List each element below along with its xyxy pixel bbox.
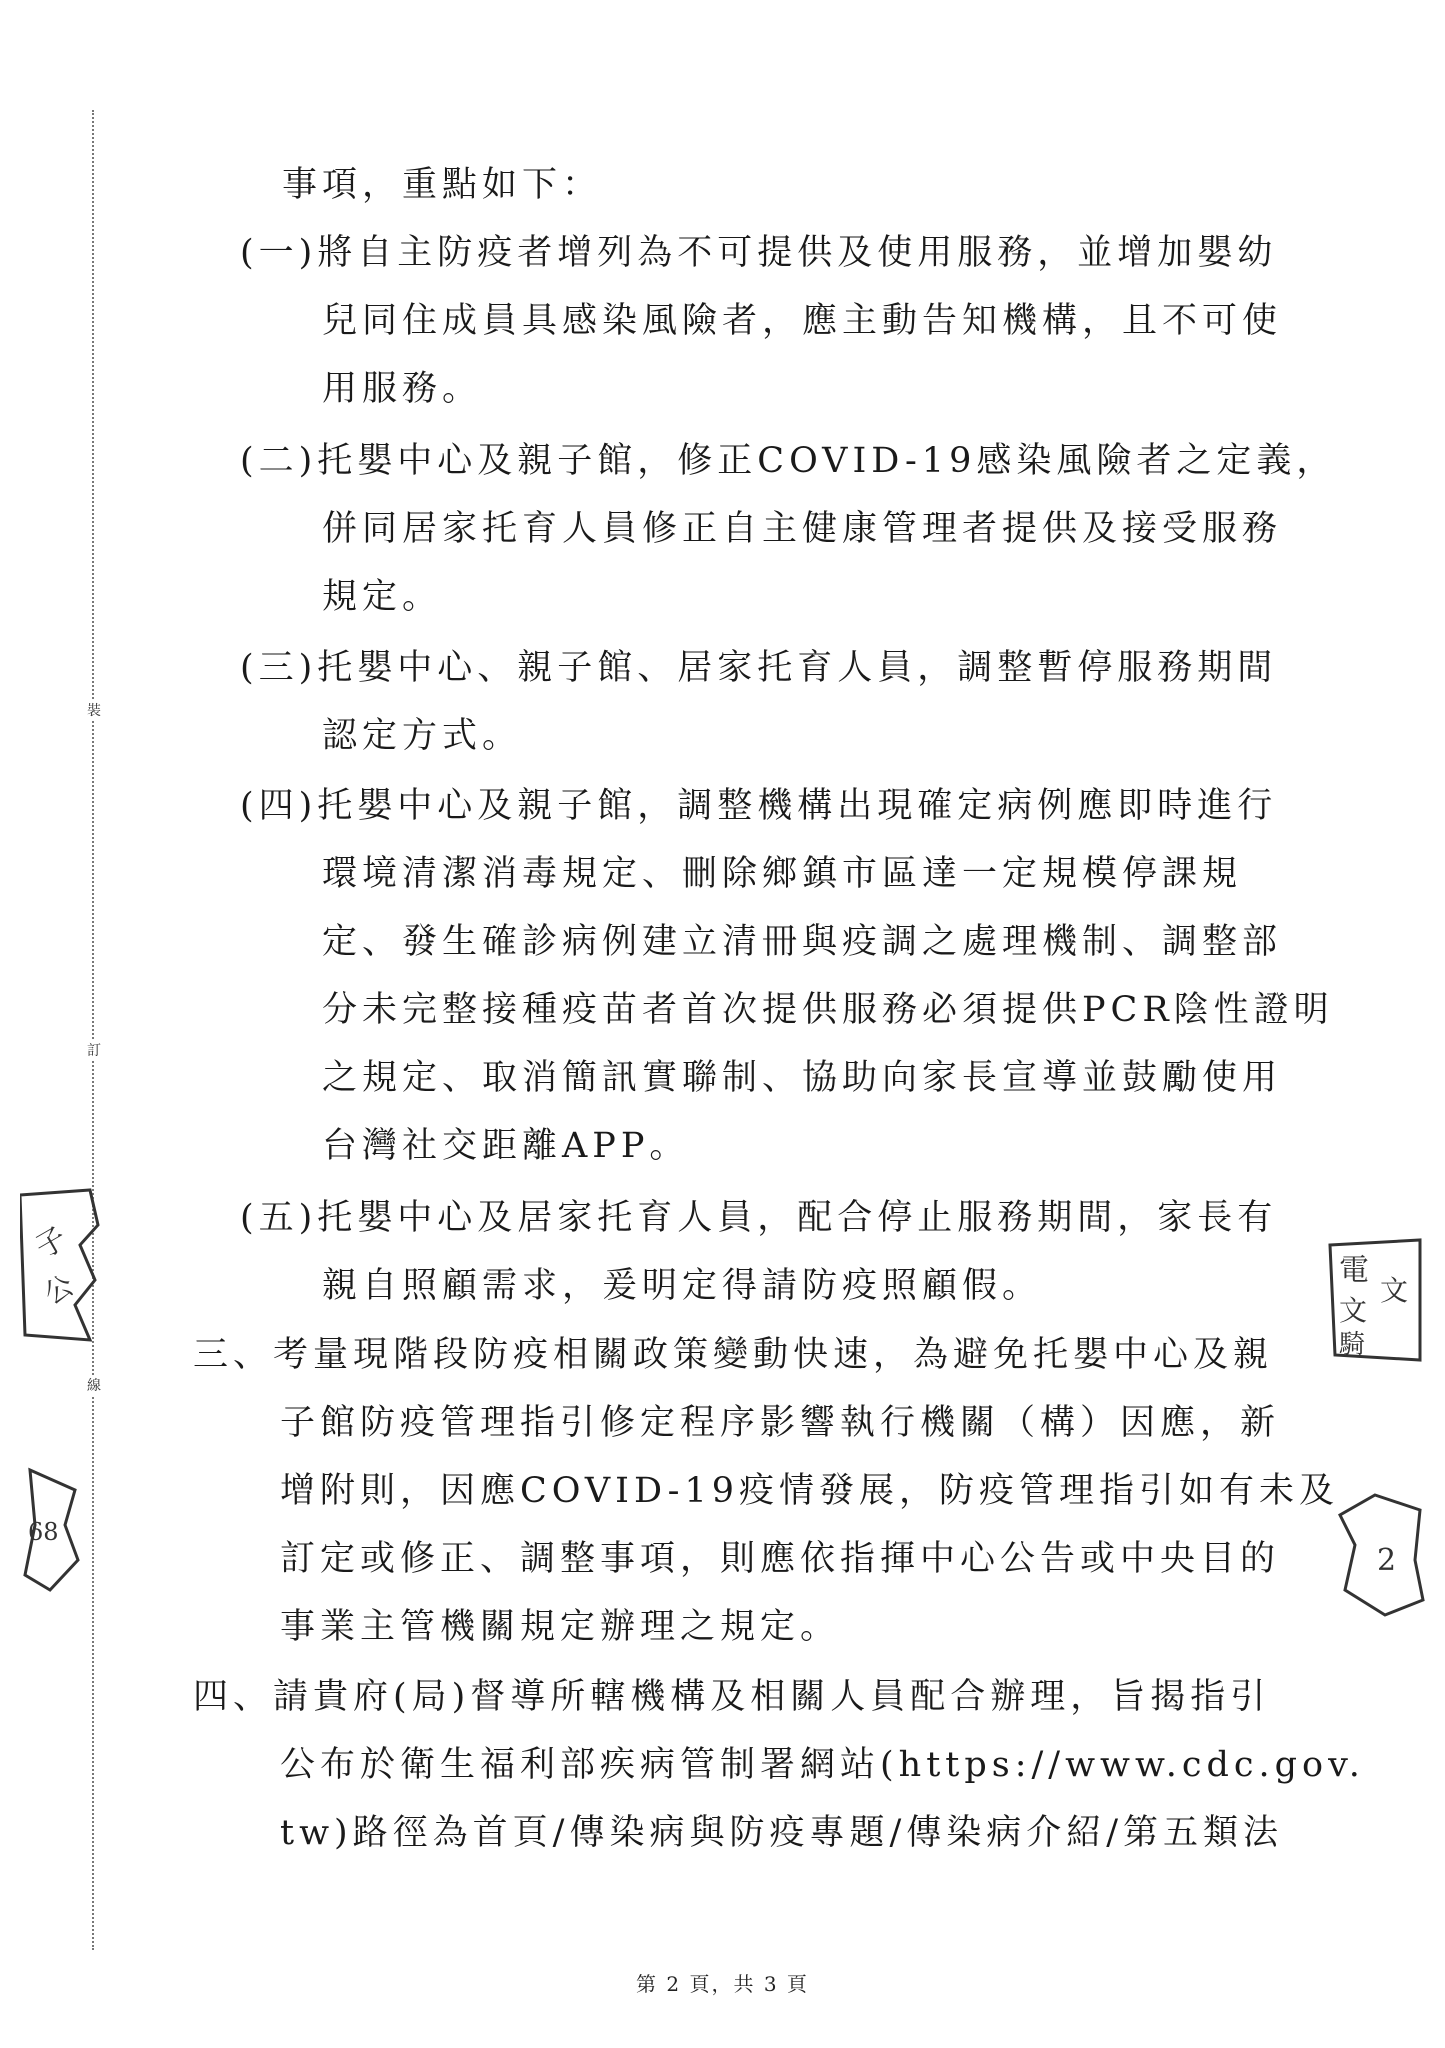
section-4-line-1: 四、請貴府(局)督導所轄機構及相關人員配合辦理，旨揭指引 (193, 1677, 1271, 1717)
item-1-line-2: 兒同住成員具感染風險者，應主動告知機構，且不可使 (322, 301, 1283, 341)
binding-line (92, 110, 94, 1950)
svg-text:68: 68 (28, 1518, 59, 1546)
item-4-line-1: (四)托嬰中心及親子館，調整機構出現確定病例應即時進行 (240, 786, 1278, 826)
seal-stamp-right-top (1325, 1235, 1425, 1365)
section-3-line-2: 子館防疫管理指引修定程序影響執行機關（構）因應，新 (280, 1403, 1281, 1443)
binding-mark-xian: 線 (84, 1375, 104, 1395)
svg-text:文: 文 (1380, 1274, 1409, 1307)
seal-stamp-left-top (20, 1185, 100, 1345)
section-3-line-5: 事業主管機關規定辦理之規定。 (280, 1607, 841, 1647)
svg-text:文: 文 (1339, 1294, 1368, 1327)
svg-text:電: 電 (1339, 1253, 1369, 1288)
item-1-line-3: 用服務。 (322, 369, 483, 409)
item-4-line-5: 之規定、取消簡訊實聯制、協助向家長宣導並鼓勵使用 (322, 1058, 1283, 1098)
section-3-line-4: 訂定或修正、調整事項，則應依指揮中心公告或中央目的 (280, 1539, 1281, 1579)
seal-stamp-left-bottom (20, 1465, 80, 1595)
binding-mark-zhuang: 裝 (84, 700, 104, 720)
svg-text:騎: 騎 (1339, 1330, 1366, 1360)
page-footer: 第 2 頁，共 3 頁 (636, 1972, 809, 1996)
item-4-line-2: 環境清潔消毒規定、刪除鄉鎮市區達一定規模停課規 (322, 854, 1243, 894)
section-3-line-1: 三、考量現階段防疫相關政策變動快速，為避免托嬰中心及親 (193, 1335, 1274, 1375)
svg-text:2: 2 (1377, 1543, 1397, 1578)
section-4-line-3: tw)路徑為首頁/傳染病與防疫專題/傳染病介紹/第五類法 (280, 1813, 1284, 1853)
svg-text:公: 公 (38, 1268, 80, 1312)
item-1-line-1: (一)將自主防疫者增列為不可提供及使用服務，並增加嬰幼 (240, 233, 1278, 273)
intro-line: 事項，重點如下： (282, 165, 603, 205)
item-3-line-2: 認定方式。 (322, 716, 523, 756)
item-2-line-1: (二)托嬰中心及親子館，修正COVID-19感染風險者之定義， (240, 441, 1337, 481)
item-5-line-1: (五)托嬰中心及居家托育人員，配合停止服務期間，家長有 (240, 1198, 1278, 1238)
item-3-line-1: (三)托嬰中心、親子館、居家托育人員，調整暫停服務期間 (240, 648, 1278, 688)
binding-mark-ding: 訂 (84, 1040, 104, 1060)
section-3-line-3: 增附則，因應COVID-19疫情發展，防疫管理指引如有未及 (280, 1471, 1340, 1511)
svg-text:子: 子 (29, 1220, 74, 1266)
section-4-line-2: 公布於衛生福利部疾病管制署網站(https://www.cdc.gov. (280, 1745, 1365, 1785)
item-4-line-3: 定、發生確診病例建立清冊與疫調之處理機制、調整部 (322, 922, 1283, 962)
item-2-line-3: 規定。 (322, 577, 443, 617)
item-4-line-4: 分未完整接種疫苗者首次提供服務必須提供PCR陰性證明 (322, 990, 1334, 1030)
seal-stamp-right-bottom (1335, 1490, 1425, 1620)
item-4-line-6: 台灣社交距離APP。 (322, 1126, 690, 1166)
item-2-line-2: 併同居家托育人員修正自主健康管理者提供及接受服務 (322, 509, 1283, 549)
item-5-line-2: 親自照顧需求，爰明定得請防疫照顧假。 (322, 1266, 1043, 1306)
